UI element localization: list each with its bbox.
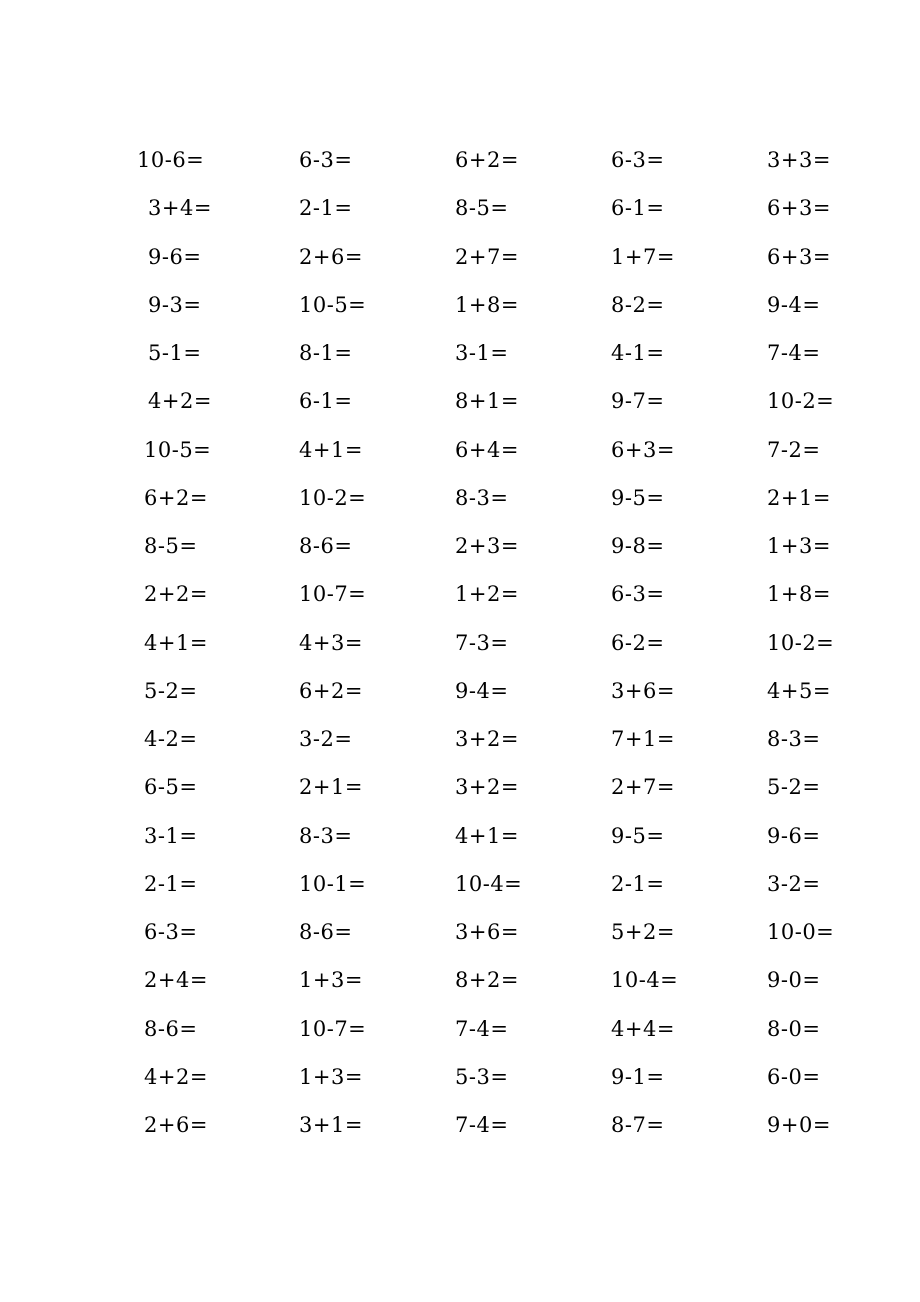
arithmetic-problem: 9-6= xyxy=(767,824,821,848)
arithmetic-problem: 9-5= xyxy=(611,486,665,510)
arithmetic-problem: 2-1= xyxy=(299,196,353,220)
arithmetic-problem: 8-2= xyxy=(611,293,665,317)
arithmetic-problem: 5-2= xyxy=(767,775,821,799)
arithmetic-problem: 8-1= xyxy=(299,341,353,365)
arithmetic-problem: 4+2= xyxy=(144,1065,208,1089)
arithmetic-problem: 10-2= xyxy=(299,486,367,510)
arithmetic-problem: 1+7= xyxy=(611,245,675,269)
arithmetic-problem: 4+1= xyxy=(455,824,519,848)
arithmetic-problem: 4+1= xyxy=(299,438,363,462)
arithmetic-problem: 2+1= xyxy=(299,775,363,799)
arithmetic-problem: 9-0= xyxy=(767,968,821,992)
arithmetic-problem: 7-4= xyxy=(767,341,821,365)
arithmetic-problem: 2+4= xyxy=(144,968,208,992)
arithmetic-problem: 8-3= xyxy=(299,824,353,848)
arithmetic-problem: 6+2= xyxy=(455,148,519,172)
arithmetic-problem: 4-1= xyxy=(611,341,665,365)
arithmetic-problem: 9+0= xyxy=(767,1113,831,1137)
arithmetic-problem: 9-4= xyxy=(767,293,821,317)
arithmetic-problem: 9-7= xyxy=(611,389,665,413)
arithmetic-problem: 8-6= xyxy=(299,920,353,944)
arithmetic-problem: 6+2= xyxy=(144,486,208,510)
arithmetic-problem: 6-2= xyxy=(611,631,665,655)
arithmetic-problem: 1+3= xyxy=(299,1065,363,1089)
arithmetic-problem: 6-3= xyxy=(144,920,198,944)
arithmetic-problem: 3-2= xyxy=(299,727,353,751)
arithmetic-problem: 6-3= xyxy=(299,148,353,172)
arithmetic-problem: 6-1= xyxy=(299,389,353,413)
arithmetic-problem: 2+2= xyxy=(144,582,208,606)
arithmetic-problem: 5-1= xyxy=(148,341,202,365)
arithmetic-problem: 3-1= xyxy=(455,341,509,365)
arithmetic-problem: 9-1= xyxy=(611,1065,665,1089)
arithmetic-problem: 8-6= xyxy=(299,534,353,558)
arithmetic-problem: 10-7= xyxy=(299,582,367,606)
arithmetic-problem: 9-8= xyxy=(611,534,665,558)
arithmetic-problem: 8-3= xyxy=(767,727,821,751)
arithmetic-problem: 3+6= xyxy=(455,920,519,944)
arithmetic-problem: 10-5= xyxy=(299,293,367,317)
arithmetic-problem: 6+3= xyxy=(767,245,831,269)
arithmetic-problem: 5-3= xyxy=(455,1065,509,1089)
arithmetic-problem: 4+3= xyxy=(299,631,363,655)
arithmetic-problem: 5-2= xyxy=(144,679,198,703)
arithmetic-problem: 2-1= xyxy=(144,872,198,896)
arithmetic-problem: 8-0= xyxy=(767,1017,821,1041)
arithmetic-problem: 3+6= xyxy=(611,679,675,703)
arithmetic-problem: 9-5= xyxy=(611,824,665,848)
arithmetic-problem: 3-2= xyxy=(767,872,821,896)
arithmetic-problem: 10-2= xyxy=(767,631,835,655)
arithmetic-problem: 2+6= xyxy=(299,245,363,269)
arithmetic-problem: 8-7= xyxy=(611,1113,665,1137)
arithmetic-problem: 8-5= xyxy=(455,196,509,220)
arithmetic-problem: 7-3= xyxy=(455,631,509,655)
arithmetic-problem: 1+8= xyxy=(455,293,519,317)
arithmetic-problem: 1+2= xyxy=(455,582,519,606)
arithmetic-problem: 7-4= xyxy=(455,1113,509,1137)
arithmetic-problem: 6+2= xyxy=(299,679,363,703)
arithmetic-problem: 3+3= xyxy=(767,148,831,172)
arithmetic-problem: 2+7= xyxy=(455,245,519,269)
arithmetic-problem: 3+1= xyxy=(299,1113,363,1137)
arithmetic-problem: 8+1= xyxy=(455,389,519,413)
arithmetic-problem: 8-6= xyxy=(144,1017,198,1041)
arithmetic-problem: 4-2= xyxy=(144,727,198,751)
arithmetic-problem: 3+4= xyxy=(148,196,212,220)
arithmetic-problem: 6+4= xyxy=(455,438,519,462)
arithmetic-problem: 2+1= xyxy=(767,486,831,510)
arithmetic-problem: 3+2= xyxy=(455,775,519,799)
arithmetic-problem: 6+3= xyxy=(611,438,675,462)
arithmetic-problem: 10-1= xyxy=(299,872,367,896)
arithmetic-problem: 9-6= xyxy=(148,245,202,269)
arithmetic-problem: 10-5= xyxy=(144,438,212,462)
arithmetic-problem: 7-4= xyxy=(455,1017,509,1041)
arithmetic-problem: 1+3= xyxy=(767,534,831,558)
arithmetic-problem: 8+2= xyxy=(455,968,519,992)
arithmetic-problem: 7-2= xyxy=(767,438,821,462)
arithmetic-problem: 9-3= xyxy=(148,293,202,317)
arithmetic-problem: 8-5= xyxy=(144,534,198,558)
arithmetic-problem: 8-3= xyxy=(455,486,509,510)
arithmetic-problem: 1+3= xyxy=(299,968,363,992)
arithmetic-problem: 4+1= xyxy=(144,631,208,655)
arithmetic-problem: 6-3= xyxy=(611,148,665,172)
arithmetic-problem: 10-4= xyxy=(611,968,679,992)
arithmetic-problem: 4+5= xyxy=(767,679,831,703)
arithmetic-problem: 9-4= xyxy=(455,679,509,703)
arithmetic-problem: 6-5= xyxy=(144,775,198,799)
arithmetic-problem: 6+3= xyxy=(767,196,831,220)
arithmetic-problem: 10-7= xyxy=(299,1017,367,1041)
arithmetic-problem: 7+1= xyxy=(611,727,675,751)
arithmetic-problem: 3-1= xyxy=(144,824,198,848)
arithmetic-problem: 2-1= xyxy=(611,872,665,896)
arithmetic-problem: 4+4= xyxy=(611,1017,675,1041)
arithmetic-problem: 1+8= xyxy=(767,582,831,606)
arithmetic-problem: 2+6= xyxy=(144,1113,208,1137)
arithmetic-problem: 10-2= xyxy=(767,389,835,413)
arithmetic-problem: 2+7= xyxy=(611,775,675,799)
arithmetic-problem: 10-0= xyxy=(767,920,835,944)
arithmetic-problem: 3+2= xyxy=(455,727,519,751)
arithmetic-problem: 6-1= xyxy=(611,196,665,220)
arithmetic-problem: 4+2= xyxy=(148,389,212,413)
arithmetic-problem: 10-4= xyxy=(455,872,523,896)
arithmetic-problem: 5+2= xyxy=(611,920,675,944)
arithmetic-problem: 6-3= xyxy=(611,582,665,606)
arithmetic-problem: 10-6= xyxy=(137,148,205,172)
arithmetic-problem: 6-0= xyxy=(767,1065,821,1089)
arithmetic-problem: 2+3= xyxy=(455,534,519,558)
